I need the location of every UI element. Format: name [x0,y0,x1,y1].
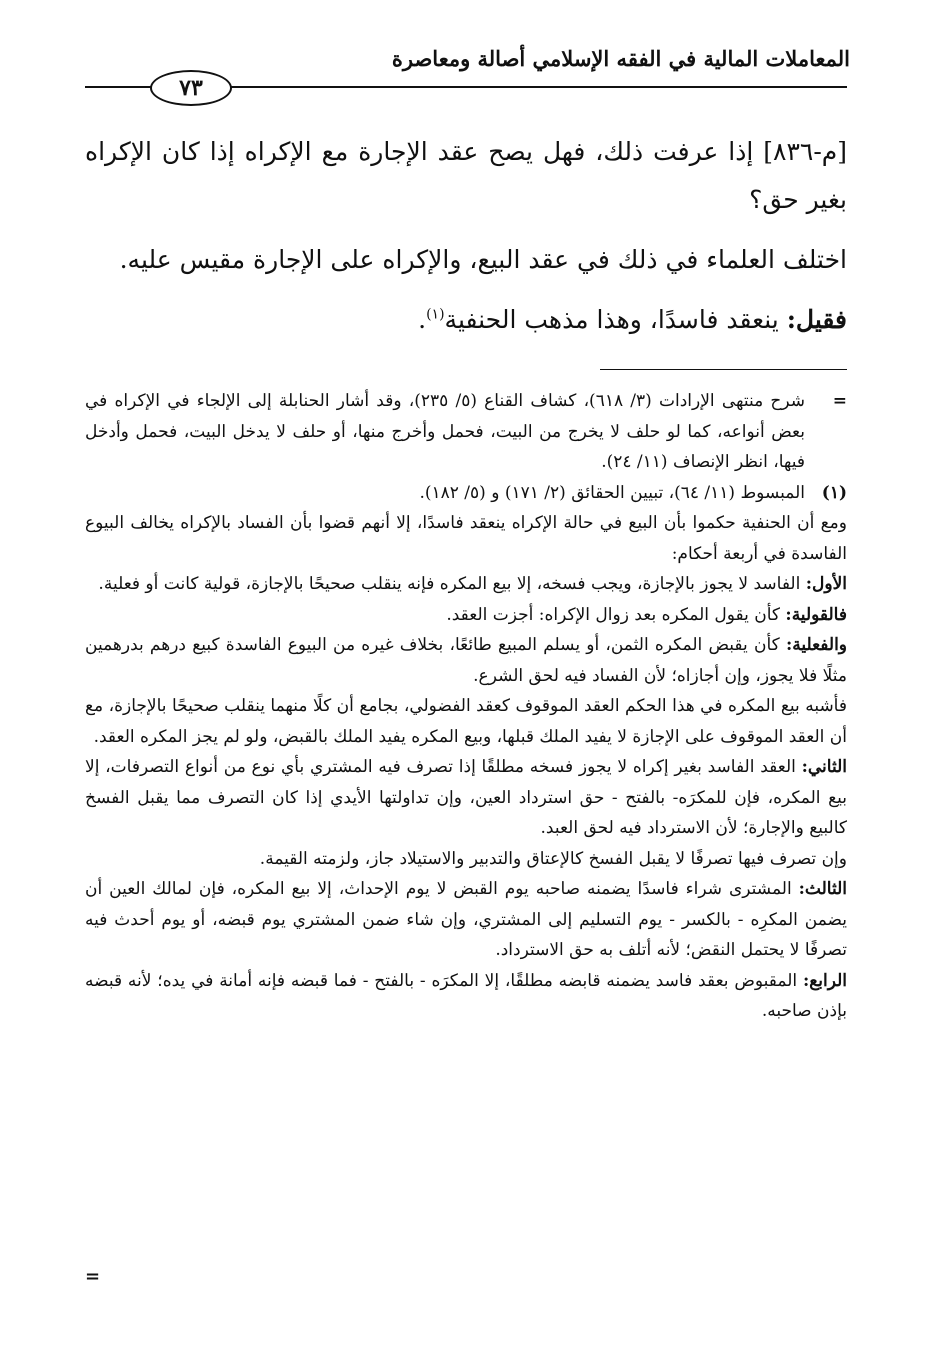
footnotes [85,386,847,1027]
footnote-1-third-rule [85,874,847,966]
footnote-1-verbal [85,600,847,631]
first-rule-lead: الأول: [805,574,847,594]
paragraph-first-opinion [85,296,847,344]
footnote-1-fourth-rule [85,966,847,1027]
running-title: المعاملات المالية في الفقه الإسلامي أصالة ومعاصرة [391,46,850,71]
footnote-1 [85,478,847,509]
footnote-1-intro: ومع أن الحنفية حكموا بأن البيع في حالة الإكراه ينعقد فاسدًا، إلا أنهم قضوا بأن الفساد بالإكراه يخالف البيوع الفاسدة في أربعة أحكام: [85,513,847,564]
footnote-separator [600,369,847,370]
opinion-lead: فقيل: [786,305,847,334]
opinion-text: ينعقد فاسدًا، وهذا مذهب الحنفية [444,305,787,334]
paragraph-disagreement: اختلف العلماء في ذلك في عقد البيع، والإكراه على الإجارة مقيس عليه. [119,245,847,274]
footnote-1-analogy: فأشبه بيع المكره في هذا الحكم العقد الموقوف كعقد الفضولي، بجامع أن كلًا منهما ينقلب صحيحًا بالإجازة، مع أن العقد الموقوف على الإجازة لا يفيد الملك قبلها، وبيع المكره يفيد الملك بالقبض، ولو لم يجز المكره العقد. [85,696,847,747]
main-text [85,128,847,356]
verbal-lead: فالقولية: [785,604,847,625]
footnote-1-first-rule [85,569,847,600]
footnote-1-number: (١) [821,482,847,503]
footnote-1-second-rule [85,752,847,844]
third-rule-text: المشترى شراء فاسدًا يضمنه صاحبه يوم القبض لا يوم الإحداث، إلا بيع المكره، فإن لمالك العين أن يضمن المكرِه - بالكسر - يوم التسليم إلى المشتري، وإن شاء ضمن المشتري يوم قبضه، أو يوم أحدث فيه تصرفًا لا يحتمل النقض؛ لأنه أتلف به حق الاسترداد. [85,879,847,960]
opinion-end: . [418,305,427,334]
fourth-rule-lead: الرابع: [802,970,847,991]
practical-lead: والفعلية: [785,635,847,655]
second-rule-text: العقد الفاسد بغير إكراه لا يجوز فسخه مطلقًا إذا تصرف فيه المشتري بأي نوع من أنواع التصرفات، إلا بيع المكره، فإن للمكرَه- بالفتح - حق استرداد العين، وإن تداولتها الأيدي إذا كان التصرف مما يقبل الفسخ كالبيع والإجارة؛ لأن الاسترداد فيه لحق العبد. [85,757,847,838]
continues-mark: = [85,1266,101,1287]
third-rule-lead: الثالث: [798,879,847,899]
page-number: ٧٣ [150,70,232,106]
footnote-1-second-rule-b: وإن تصرف فيها تصرفًا لا يقبل الفسخ كالإعتاق والتدبير والاستيلاد جاز، ولزمته القيمة. [259,848,847,869]
first-rule-text: الفاسد لا يجوز بالإجازة، ويجب فسخه، إلا بيع المكره فإنه ينقلب صحيحًا بالإجازة، قولية كانت أو فعلية. [98,574,806,594]
continuation-mark: = [832,391,847,411]
footnote-continued-text: شرح منتهى الإرادات (٣/ ٦١٨)، كشاف القناع (٥/ ٢٣٥)، وقد أشار الحنابلة إلى الإلجاء في الإكراه في بعض أنواعه، كما لو حلف لا يخرج من البيت، فحمل وأخرج منها، أو حلف لا يدخل البيت، فحمل وأدخل فيها، انظر الإنصاف (١١/ ٢٤). [85,391,805,472]
footnote-1-sources: المبسوط (١١/ ٦٤)، تبيين الحقائق (٢/ ١٧١) و (٥/ ١٨٢). [419,482,805,503]
verbal-text: كأن يقول المكره بعد زوال الإكراه: أجزت العقد. [446,604,786,625]
second-rule-lead: الثاني: [801,757,847,777]
fourth-rule-text: المقبوض بعقد فاسد يضمنه قابضه مطلقًا، إلا المكرَه - بالفتح - فما قبضه فإنه أمانة في يده؛ لأنه قبضه بإذن صاحبه. [85,970,847,1021]
paragraph-question: [م-٨٣٦] إذا عرفت ذلك، فهل يصح عقد الإجارة مع الإكراه إذا كان الإكراه بغير حق؟ [85,137,847,214]
footnote-1-practical [85,630,847,691]
practical-text: كأن يقبض المكره الثمن، أو يسلم المبيع طائعًا، بخلاف غيره من البيوع الفاسدة كبيع درهم بدرهمين مثلًا فلا يجوز، وإن أجازاه؛ لأن الفساد فيه لحق الشرع. [85,635,847,686]
footnote-ref-1[interactable]: (١) [426,306,445,323]
footnote-continued [85,386,847,478]
